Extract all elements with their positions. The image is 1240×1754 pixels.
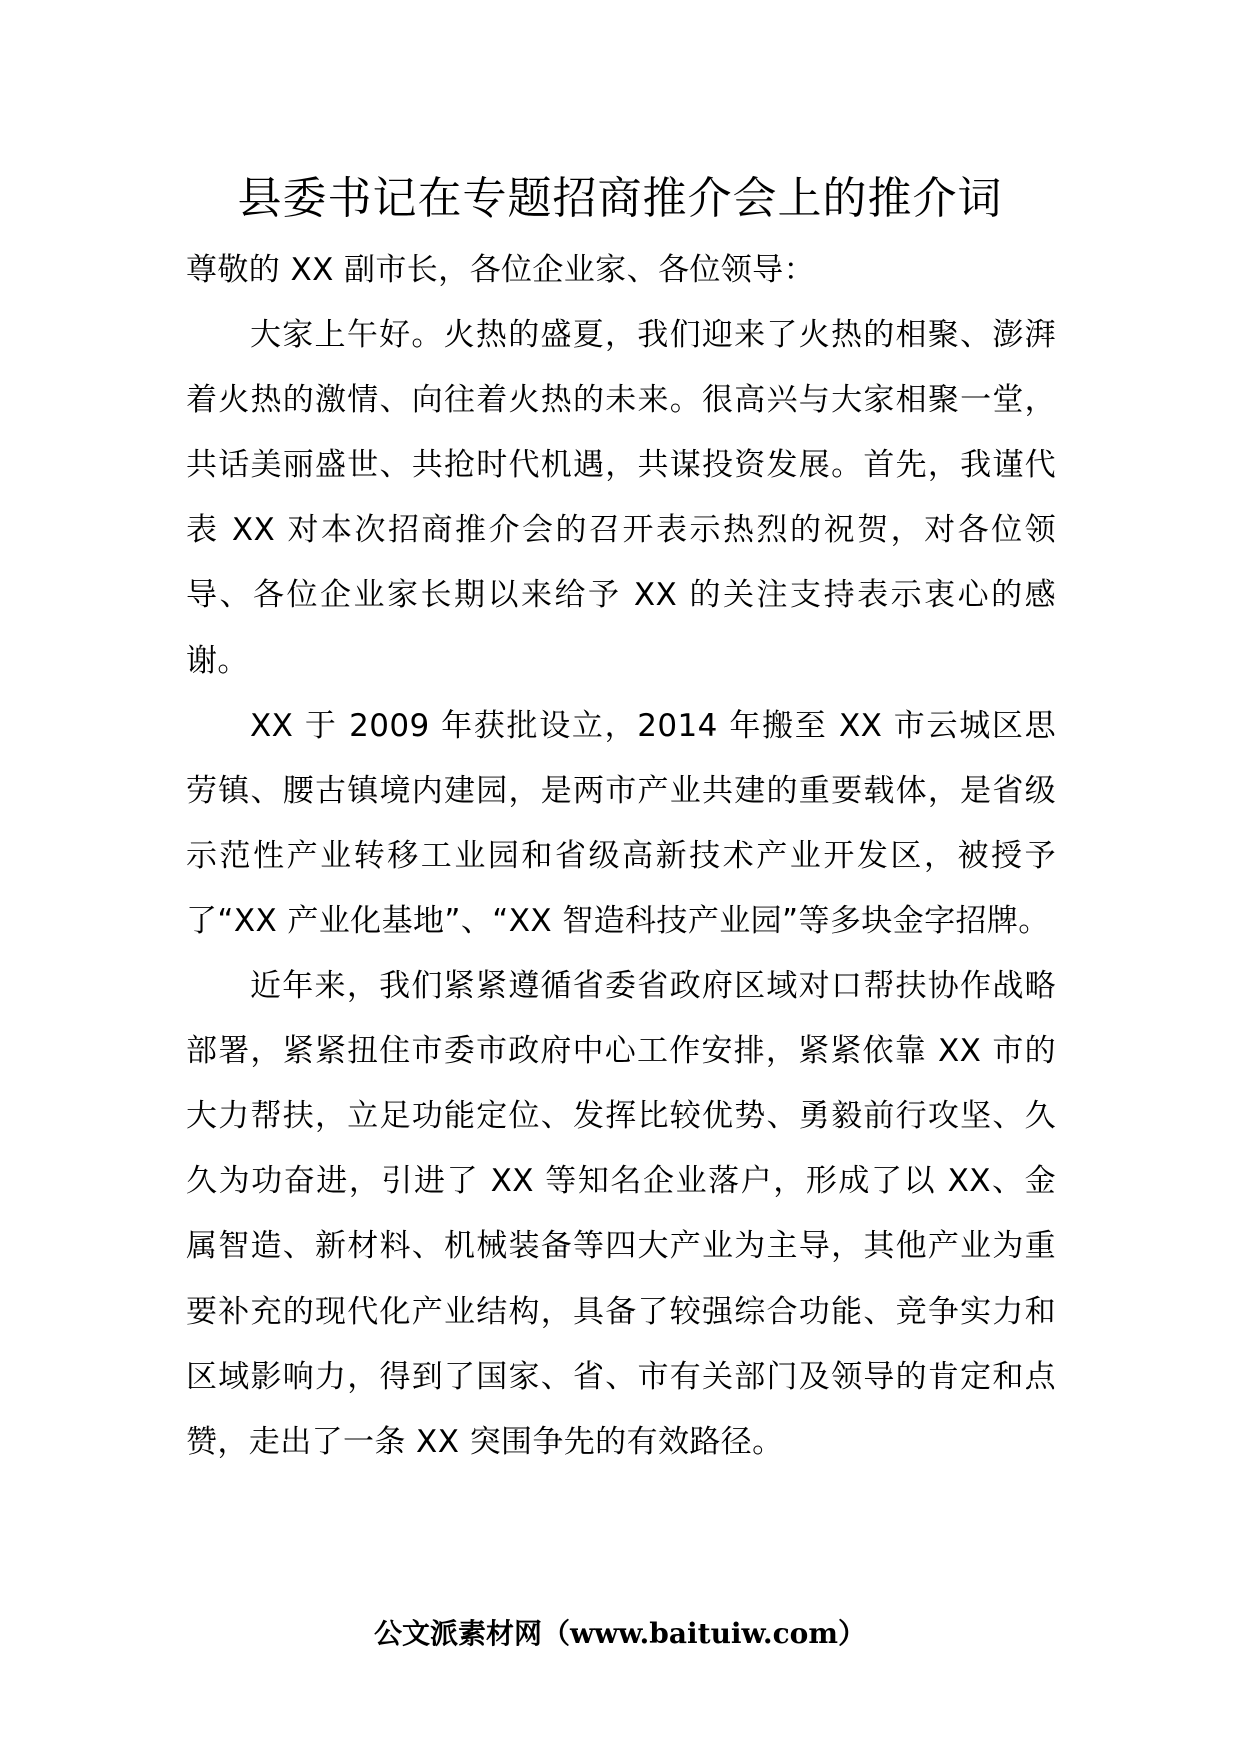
paragraph-1: 大家上午好。火热的盛夏，我们迎来了火热的相聚、澎湃着火热的激情、向往着火热的未来。很高兴与大家相聚一堂，共话美丽盛世、共抢时代机遇，共谋投资发展。首先，我谨代表 XX 对本次招商推介会的召开表示热烈的祝贺，对各位领导、各位企业家长期以来给予 XX 的关注支持表示衷心的感谢。 — [186, 317, 1056, 679]
document-title: 县委书记在专题招商推介会上的推介词 — [237, 173, 1003, 224]
salutation: 尊敬的 XX 副市长，各位企业家、各位领导： — [186, 252, 815, 288]
footer-source-text: 公文派素材网（www.baituiw.com） — [374, 1617, 866, 1650]
paragraph-3: 近年来，我们紧紧遵循省委省政府区域对口帮扶协作战略部署，紧紧扭住市委市政府中心工作安排，紧紧依靠 XX 市的大力帮扶，立足功能定位、发挥比较优势、勇毅前行攻坚、久久为功奋进，引进了 XX 等知名企业落户，形成了以 XX、金属智造、新材料、机械装备等四大产业为主导，其他产业为重要补充的现代化产业结构，具备了较强综合功能、竞争实力和区域影响力，得到了国家、省、市有关部门及领导的肯定和点赞，走出了一条 XX 突围争先的有效路径。 — [186, 968, 1056, 1460]
paragraph-2: XX 于 2009 年获批设立，2014 年搬至 XX 市云城区思劳镇、腰古镇境内建园，是两市产业共建的重要载体，是省级示范性产业转移工业园和省级高新技术产业开发区，被授予了“XX 产业化基地”、“XX 智造科技产业园”等多块金字招牌。 — [186, 707, 1056, 939]
document-body — [186, 238, 1056, 1475]
